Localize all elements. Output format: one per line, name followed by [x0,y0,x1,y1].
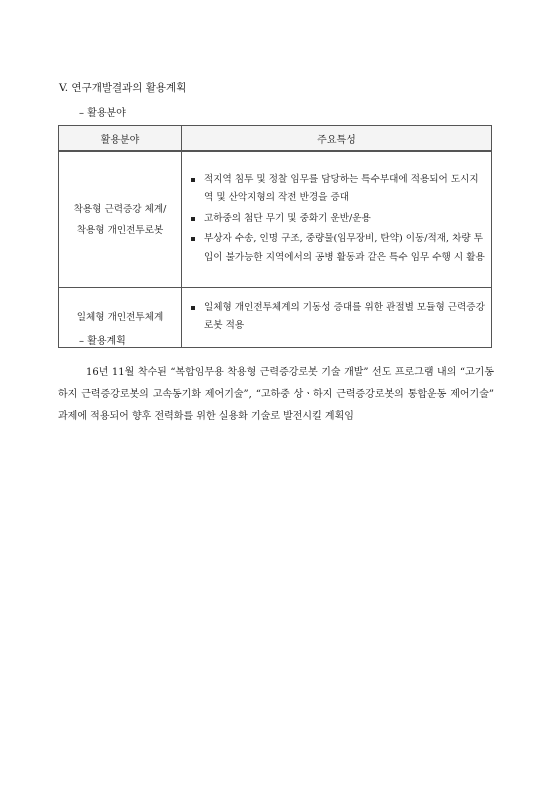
list-item: 적지역 침투 및 정찰 임무를 담당하는 특수부대에 적용되어 도시지역 및 산악지형의 작전 반경을 증대 [188,171,485,208]
field-label: 일체형 개인전투체계 [76,312,164,323]
header-features: 주요특성 [182,126,492,152]
plan-paragraph: 16년 11월 착수된 “복합임무용 착용형 근력증강로봇 기술 개발” 선도 프로그램 내의 “고기동 하지 근력증강로봇의 고속동기화 제어기술”, “고하중 상ㆍ하지 근력증강로봇의 통합운동 제어기술” 과제에 적용되어 향후 전력화를 위한 실용화 기술로 발전시킬 계획임 [58,367,494,422]
field-cell [59,151,182,288]
list-item: 고하중의 첨단 무기 및 중화기 운반/운용 [188,210,485,229]
subsection-usage-plan: – 활용계획 [79,336,126,347]
list-item: 부상자 수송, 인명 구조, 중량물(임무장비, 탄약) 이동/적재, 차량 투입이 불가능한 지역에서의 공병 활동과 같은 특수 임무 수행 시 활용 [188,230,485,267]
header-field: 활용분야 [59,126,182,152]
table-row [59,151,492,288]
field-label: 착용형 개인전투로봇 [76,224,164,236]
usage-table [58,125,492,348]
field-label: 착용형 근력증강 체계/ [73,203,167,215]
table-header-row [59,126,492,152]
section-title: V. 연구개발결과의 활용계획 [59,82,187,94]
features-cell [182,151,492,288]
subsection-usage-fields: – 활용분야 [79,108,126,119]
features-cell [182,288,492,348]
list-item: 일체형 개인전투체계의 기동성 증대를 위한 관절별 모듈형 근력증강로봇 적용 [188,299,485,336]
